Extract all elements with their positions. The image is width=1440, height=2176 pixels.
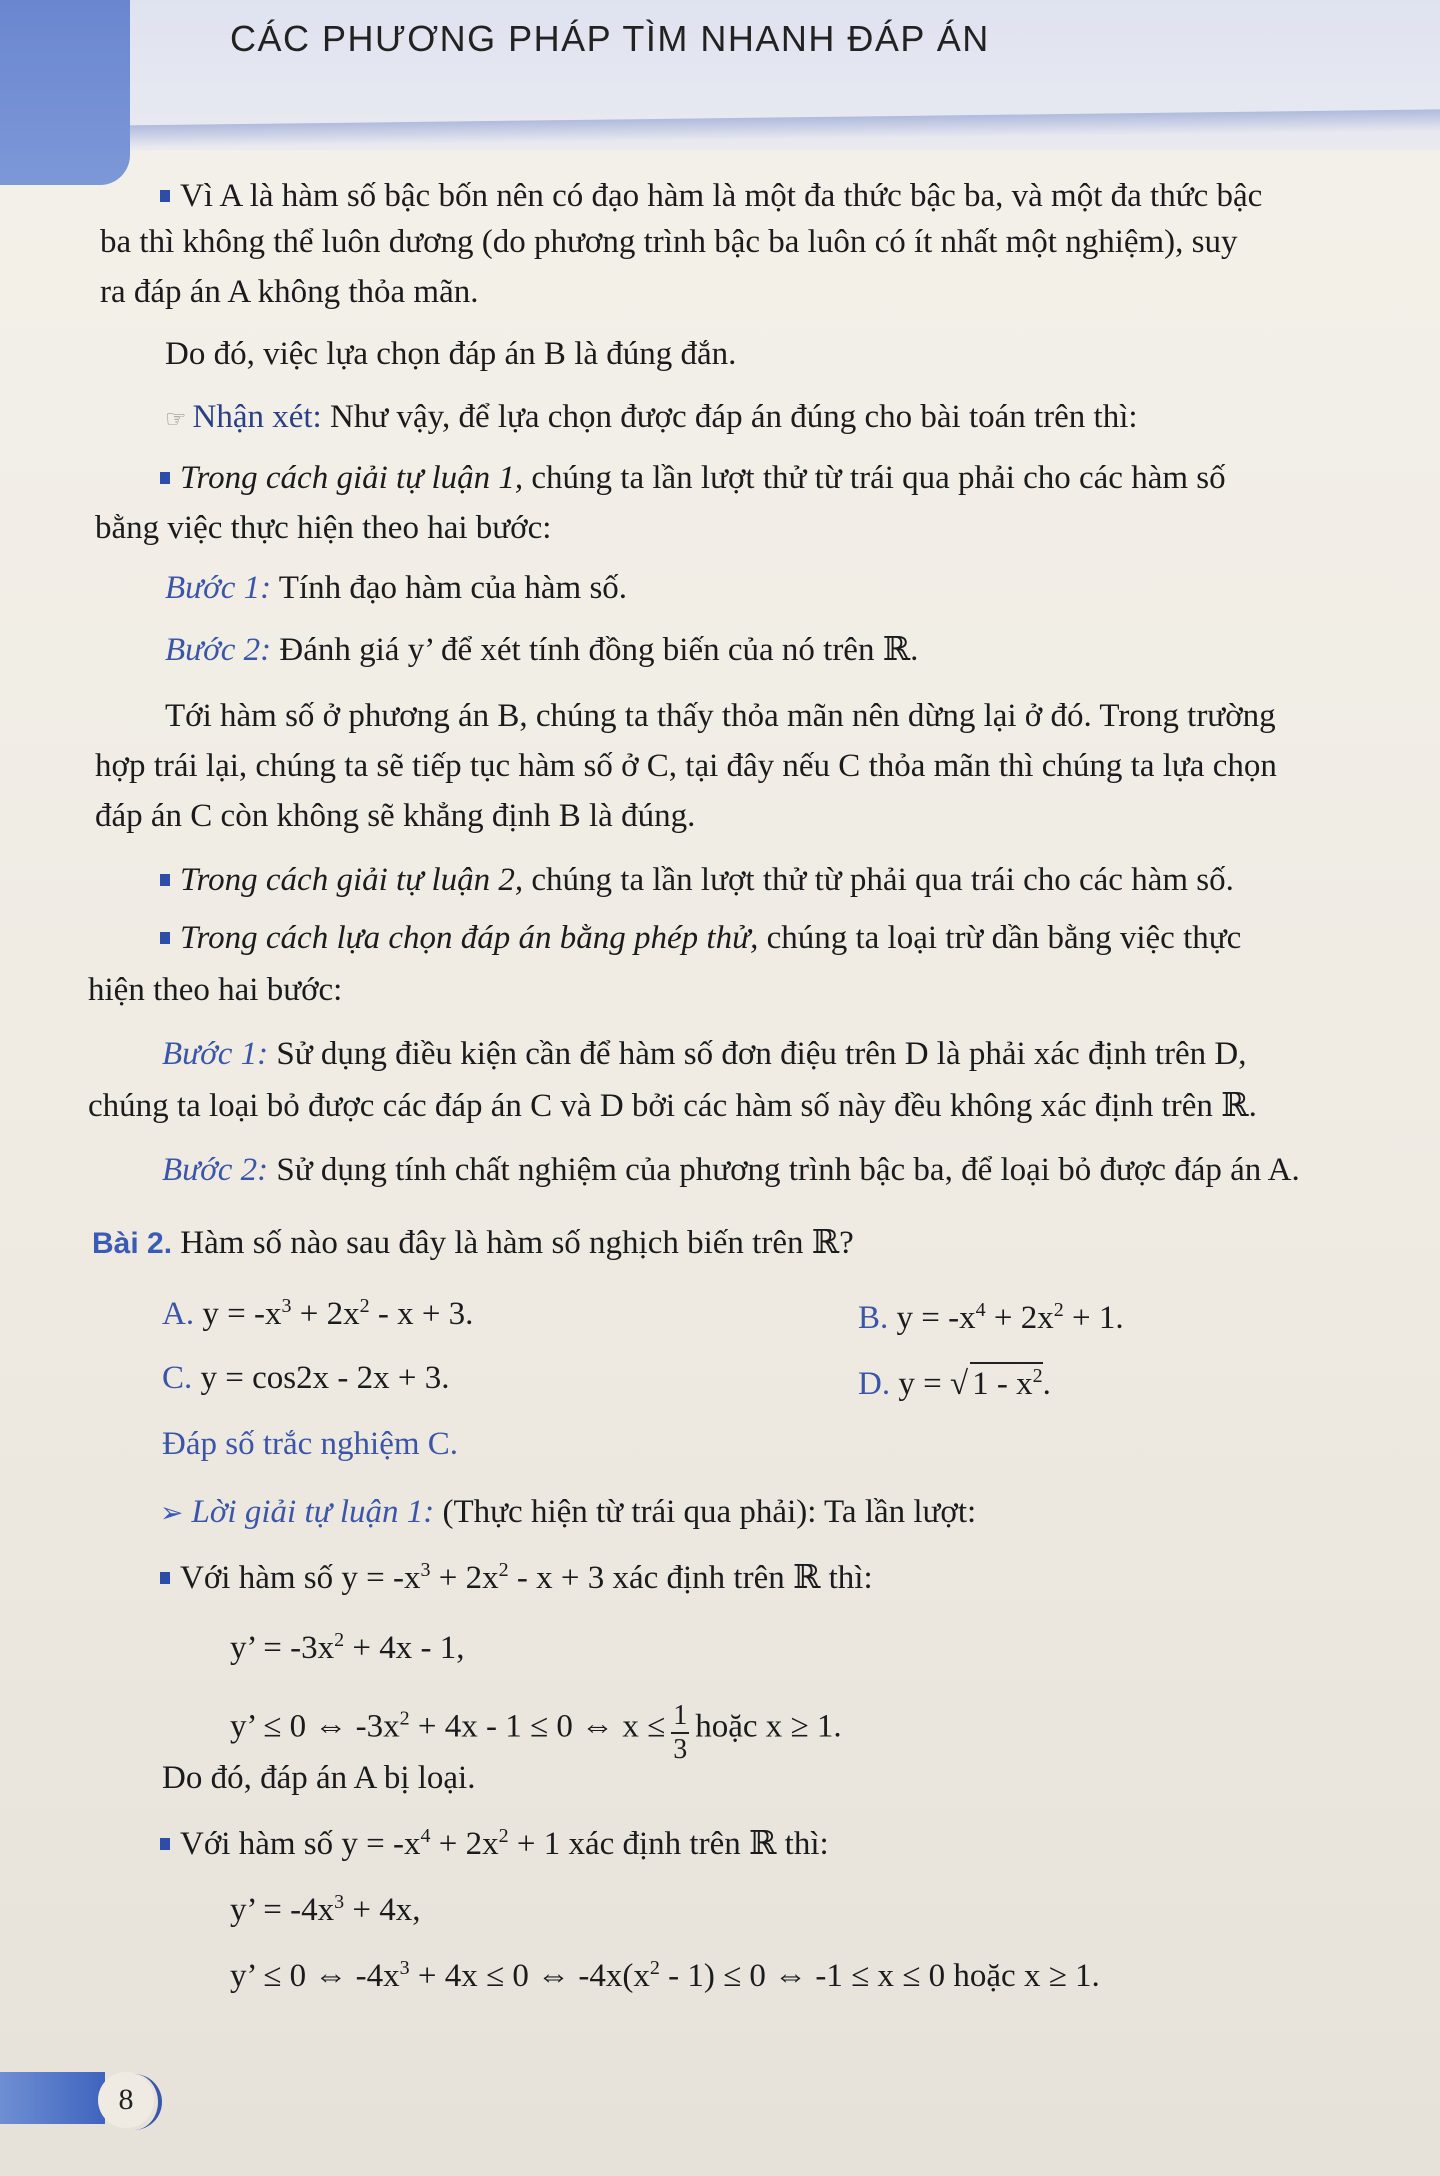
paragraph-line: Trong cách lựa chọn đáp án bằng phép thử, chúng ta loại trừ dần bằng việc thực — [160, 918, 1241, 958]
bullet-icon — [160, 1572, 170, 1584]
paragraph-line: đáp án C còn không sẽ khẳng định B là đúng. — [95, 798, 696, 834]
remark-line: ☞ Nhận xét: Như vậy, để lựa chọn được đáp án đúng cho bài toán trên thì: — [165, 397, 1138, 440]
fraction: $\frac{1}{3}$ — [673, 1700, 688, 1765]
pointing-hand-icon: ☞ — [165, 407, 187, 433]
header-left-tab — [0, 0, 130, 185]
step-line: Bước 2: Sử dụng tính chất nghiệm của phương trình bậc ba, để loại bỏ được đáp án A. — [162, 1152, 1300, 1188]
equation-line: y’ ≤ 0 ⇔ $-4x^3 + 4x \le 0$ ⇔ $-4x(x^2 - 1) \le 0$ ⇔ -1 ≤ x ≤ 0 hoặc x ≥ 1. — [230, 1957, 1100, 1994]
step-label: Bước 1: — [165, 570, 272, 606]
step-label: Bước 1: — [162, 1036, 269, 1072]
step-line: Bước 1: Sử dụng điều kiện cần để hàm số đơn điệu trên D là phải xác định trên D, — [162, 1036, 1247, 1072]
paragraph-line: hiện theo hai bước: — [88, 972, 343, 1008]
paragraph-line: Tới hàm số ở phương án B, chúng ta thấy thỏa mãn nên dừng lại ở đó. Trong trường — [165, 698, 1276, 734]
paragraph-line: hợp trái lại, chúng ta sẽ tiếp tục hàm số ở C, tại đây nếu C thỏa mãn thì chúng ta lựa chọn — [95, 748, 1277, 784]
equation-line: y’ ≤ 0 ⇔ $-3x^2 + 4x - 1 \le 0$ ⇔ x ≤ $\frac{1}{3}$ hoặc x ≥ 1. — [230, 1700, 842, 1765]
sqrt-symbol: √ — [949, 1366, 969, 1402]
step-label: Bước 2: — [165, 632, 272, 668]
page-number-arc — [120, 2074, 162, 2130]
option-a: A. $y = -x^3 + 2x^2 - x + 3$. — [162, 1295, 474, 1332]
paragraph-line: Vì A là hàm số bậc bốn nên có đạo hàm là một đa thức bậc ba, và một đa thức bậc — [160, 176, 1262, 216]
solution-title: ➢ Lời giải tự luận 1: (Thực hiện từ trái qua phải): Ta lần lượt: — [160, 1492, 976, 1534]
paragraph-line: Trong cách giải tự luận 1, chúng ta lần lượt thử từ trái qua phải cho các hàm số — [160, 458, 1226, 498]
answer-line: Đáp số trắc nghiệm C. — [162, 1426, 459, 1462]
paragraph-line: Do đó, việc lựa chọn đáp án B là đúng đắn. — [165, 336, 737, 372]
paragraph-line: bằng việc thực hiện theo hai bước: — [95, 510, 552, 546]
paragraph-line: ra đáp án A không thỏa mãn. — [100, 274, 479, 310]
page-number-bar — [0, 2072, 105, 2124]
bullet-icon — [160, 932, 170, 944]
equation-line: y’ = $-3x^2 + 4x - 1$, — [230, 1629, 465, 1666]
equation-line: y’ = $-4x^3 + 4x$, — [230, 1891, 421, 1928]
page-number: 8 — [98, 2072, 154, 2128]
option-d: D. y = √ $1 - x^2$. — [858, 1362, 1051, 1404]
step-line: Bước 2: Đánh giá y’ để xét tính đồng biến của nó trên ℝ. — [165, 632, 919, 668]
paragraph-line: ba thì không thể luôn dương (do phương trình bậc ba luôn có ít nhất một nghiệm), suy — [100, 224, 1238, 260]
option-c: C. y = cos2x - 2x + 3. — [162, 1360, 450, 1396]
solution-line: Với hàm số $y = -x^4 + 2x^2 + 1$ xác định trên ℝ thì: — [160, 1824, 829, 1864]
step-line: Bước 1: Tính đạo hàm của hàm số. — [165, 570, 628, 606]
problem-statement: Bài 2. Hàm số nào sau đây là hàm số nghịch biến trên ℝ? — [92, 1225, 854, 1261]
page-header-title: CÁC PHƯƠNG PHÁP TÌM NHANH ĐÁP ÁN — [230, 18, 990, 59]
arrow-icon: ➢ — [160, 1498, 184, 1529]
solution-line: Với hàm số $y = -x^3 + 2x^2 - x + 3$ xác định trên ℝ thì: — [160, 1558, 873, 1598]
step-label: Bước 2: — [162, 1152, 269, 1188]
bullet-icon — [160, 190, 170, 202]
remark-label: Nhận xét: — [192, 399, 322, 435]
problem-label: Bài 2. — [92, 1227, 173, 1260]
paragraph-line: Trong cách giải tự luận 2, chúng ta lần lượt thử từ phải qua trái cho các hàm số. — [160, 860, 1234, 900]
option-b: B. $y = -x^4 + 2x^2 + 1$. — [858, 1299, 1124, 1336]
bullet-icon — [160, 874, 170, 886]
conclusion-line: Do đó, đáp án A bị loại. — [162, 1760, 476, 1796]
paragraph-line: chúng ta loại bỏ được các đáp án C và D bởi các hàm số này đều không xác định trên ℝ. — [88, 1088, 1257, 1124]
bullet-icon — [160, 472, 170, 484]
bullet-icon — [160, 1838, 170, 1850]
